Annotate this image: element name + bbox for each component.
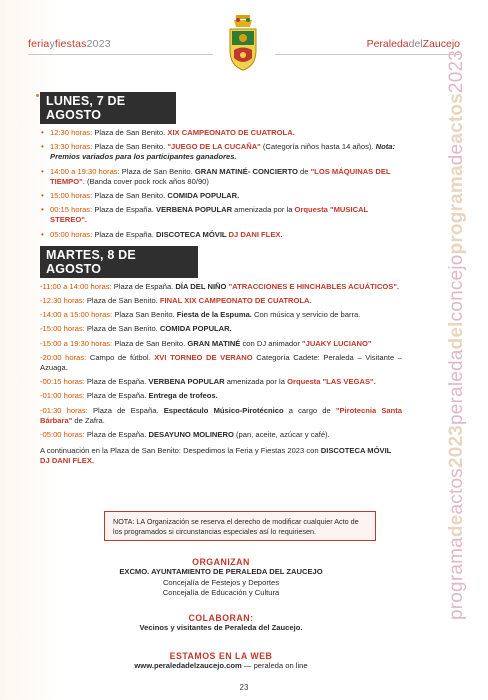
event-note: Nota: Premios variados para los participantes ganadores. bbox=[50, 142, 396, 162]
event-bold: GRAN MATINÉ- CONCIERTO bbox=[194, 166, 298, 176]
event-time: -00:15 horas: bbox=[40, 377, 85, 387]
organizers-title: ORGANIZAN bbox=[192, 557, 250, 567]
event-item bbox=[40, 205, 402, 225]
organizers-block bbox=[40, 557, 402, 599]
event-item bbox=[40, 167, 402, 187]
event-item bbox=[40, 430, 402, 440]
event-text: Plaza de San Benito. bbox=[92, 191, 168, 201]
section-heading-martes: MARTES, 8 DE AGOSTO bbox=[40, 246, 198, 278]
event-text: Campo de fútbol. bbox=[86, 352, 155, 362]
social-link[interactable]: peraleda on line bbox=[253, 661, 308, 670]
event-red: XIX CAMPEONATO DE CUATROLA. bbox=[167, 128, 295, 137]
event-item bbox=[40, 310, 402, 320]
event-item bbox=[40, 353, 402, 373]
event-red: FINAL XIX CAMPEONATO DE CUATROLA. bbox=[159, 296, 312, 306]
event-red: "JUEGO DE LA CUCAÑA" bbox=[167, 142, 261, 152]
event-text: Plaza de España. bbox=[111, 281, 176, 291]
event-red: Orquesta "MUSICAL STEREO". bbox=[50, 205, 369, 225]
event-bold: DESAYUNO MOLINERO bbox=[148, 430, 234, 440]
event-time: 15:00 horas: bbox=[50, 191, 93, 201]
header-right-title: PeraledadelZaucejo bbox=[366, 38, 460, 50]
event-item bbox=[40, 406, 402, 426]
event-time: 05:00 horas: bbox=[50, 229, 93, 239]
collaborators-line: Vecinos y visitantes de Peraleda del Zaucejo. bbox=[139, 623, 303, 632]
event-red: "LOS MÁQUINAS DEL TIEMPO" bbox=[50, 166, 391, 186]
closing-paragraph: A continuación en la Plaza de San Benito: Despedimos la Feria y Fiestas 2023 con DISCOTECA MÓVIL DJ DANI FLEX. bbox=[40, 446, 392, 466]
event-text: Plaza de España. bbox=[92, 205, 156, 215]
program-content bbox=[40, 92, 402, 467]
event-bold: GRAN MATINÉ bbox=[187, 338, 241, 348]
event-text: Plaza de San Benito. bbox=[92, 142, 168, 152]
collaborators-title: COLABORAN: bbox=[188, 613, 254, 623]
event-bold: Espectáculo Músico-Pirotécnico bbox=[163, 405, 284, 415]
organization-note: NOTA: LA Organización se reserva el derecho de modificar cualquier Acto de los programados si circunstancias especiales así lo requiriesen. bbox=[104, 511, 376, 541]
event-text: Plaza San Benito. bbox=[112, 310, 177, 320]
event-red: "Pirotecnia Santa Bárbara" bbox=[40, 405, 403, 425]
event-text: Plaza de España. bbox=[84, 377, 149, 387]
event-red: DJ DANI FLEX. bbox=[228, 229, 283, 239]
event-red: "ATRACCIONES E HINCHABLES ACUÁTICOS". bbox=[228, 281, 400, 291]
event-time: -12:30 horas: bbox=[40, 296, 85, 306]
event-tail: . (Banda cover pock rock años 80/90) bbox=[82, 176, 209, 186]
header-divider-left bbox=[28, 54, 213, 55]
page-header bbox=[0, 0, 488, 70]
event-bold: DISCOTECA MÓVIL bbox=[155, 229, 229, 239]
event-bold: COMIDA POPULAR. bbox=[167, 191, 240, 201]
event-time: -20:00 horas: bbox=[40, 352, 87, 362]
event-item bbox=[40, 391, 402, 401]
martes-event-list bbox=[40, 282, 402, 440]
organizer-line: EXCMO. AYUNTAMIENTO DE PERALEDA DEL ZAUCEJO bbox=[119, 567, 323, 576]
event-bold: Entrega de trofeos. bbox=[148, 391, 218, 401]
website-link[interactable]: www.peraledadelzaucejo.com bbox=[134, 661, 242, 670]
event-text: Plaza de España. bbox=[84, 391, 149, 401]
event-item bbox=[40, 230, 402, 240]
header-divider-right bbox=[275, 54, 460, 55]
event-time: -01:30 horas: bbox=[40, 405, 88, 415]
event-time: 00:15 horas: bbox=[50, 205, 93, 215]
event-red: XVI TORNEO DE VERANO bbox=[154, 352, 253, 362]
event-text: Plaza de San Benito. bbox=[119, 166, 195, 176]
lunes-event-list bbox=[40, 128, 402, 240]
event-mid: a cargo de bbox=[283, 405, 336, 415]
event-item bbox=[40, 324, 402, 334]
event-bold: VERBENA POPULAR bbox=[155, 205, 233, 215]
event-item bbox=[40, 191, 402, 201]
event-bold: VERBENA POPULAR bbox=[148, 377, 225, 387]
event-text: Plaza de San Benito. bbox=[84, 324, 160, 334]
event-item bbox=[40, 339, 402, 349]
event-text: Plaza de San Benito. bbox=[84, 296, 160, 306]
event-bold: COMIDA POPULAR. bbox=[159, 324, 232, 334]
event-bold: Fiesta de la Espuma. bbox=[176, 310, 252, 320]
event-tail: (pan, aceite, azúcar y café). bbox=[233, 430, 330, 440]
event-red: Orquesta "LAS VEGAS". bbox=[287, 377, 376, 387]
event-time: -11:00 a 14:00 horas: bbox=[40, 281, 112, 291]
event-mid: amenizada por la bbox=[224, 377, 288, 387]
event-time: -15:00 horas: bbox=[40, 324, 85, 334]
event-red: "JUAKY LUCIANO" bbox=[302, 338, 372, 348]
event-tail: (Categoría niños hasta 14 años). bbox=[260, 142, 376, 152]
event-mid: con DJ animador bbox=[240, 338, 302, 348]
event-time: -05:00 horas: bbox=[40, 430, 85, 440]
event-time: 14:00 a 19:30 horas: bbox=[50, 166, 120, 176]
event-item bbox=[40, 296, 402, 306]
event-time: -01:00 horas: bbox=[40, 391, 85, 401]
event-text: Plaza de España. bbox=[92, 229, 156, 239]
event-time: 12:30 horas: bbox=[50, 128, 93, 137]
event-text: Plaza de San Benito. bbox=[112, 338, 188, 348]
event-time: -15:00 a 19:30 horas: bbox=[40, 338, 113, 348]
event-item bbox=[40, 128, 402, 138]
coat-of-arms-icon bbox=[226, 14, 260, 72]
event-item bbox=[40, 142, 402, 162]
event-tail: de Zafra. bbox=[72, 415, 105, 425]
event-text: Plaza de San Benito. bbox=[92, 128, 168, 137]
event-bold: DÍA DEL NIÑO bbox=[175, 281, 229, 291]
header-left-title: feriayfiestas2023 bbox=[28, 38, 111, 50]
event-time: -14:00 a 15:00 horas: bbox=[40, 310, 113, 320]
event-time: 13:30 horas: bbox=[50, 142, 93, 152]
event-mid: de bbox=[297, 166, 311, 176]
event-mid: amenizada por la bbox=[232, 205, 295, 215]
web-block: ESTAMOS EN LA WEB www.peraledadelzaucejo.com — peraleda on line bbox=[40, 651, 402, 672]
section-heading-lunes: LUNES, 7 DE AGOSTO bbox=[40, 92, 176, 124]
organizer-line: Concejalía de Educación y Cultura bbox=[162, 588, 280, 597]
web-title: ESTAMOS EN LA WEB bbox=[169, 651, 273, 661]
organizer-line: Concejalía de Festejos y Deportes bbox=[162, 577, 280, 587]
side-vertical-text: programadeactos2023peraledadelconcejoprogramadeactos2023 bbox=[446, 49, 467, 620]
event-item bbox=[40, 377, 402, 387]
event-text: Plaza de España. bbox=[87, 405, 164, 415]
collaborators-block bbox=[40, 613, 402, 634]
event-tail: Categoría Cadete: Peraleda – Visitante – Azuaga. bbox=[40, 352, 402, 373]
event-text: Plaza de España. bbox=[84, 430, 149, 440]
event-item bbox=[40, 282, 402, 292]
event-tail: Con música y servicio de barra. bbox=[251, 310, 361, 320]
page-number: 23 bbox=[239, 683, 249, 692]
